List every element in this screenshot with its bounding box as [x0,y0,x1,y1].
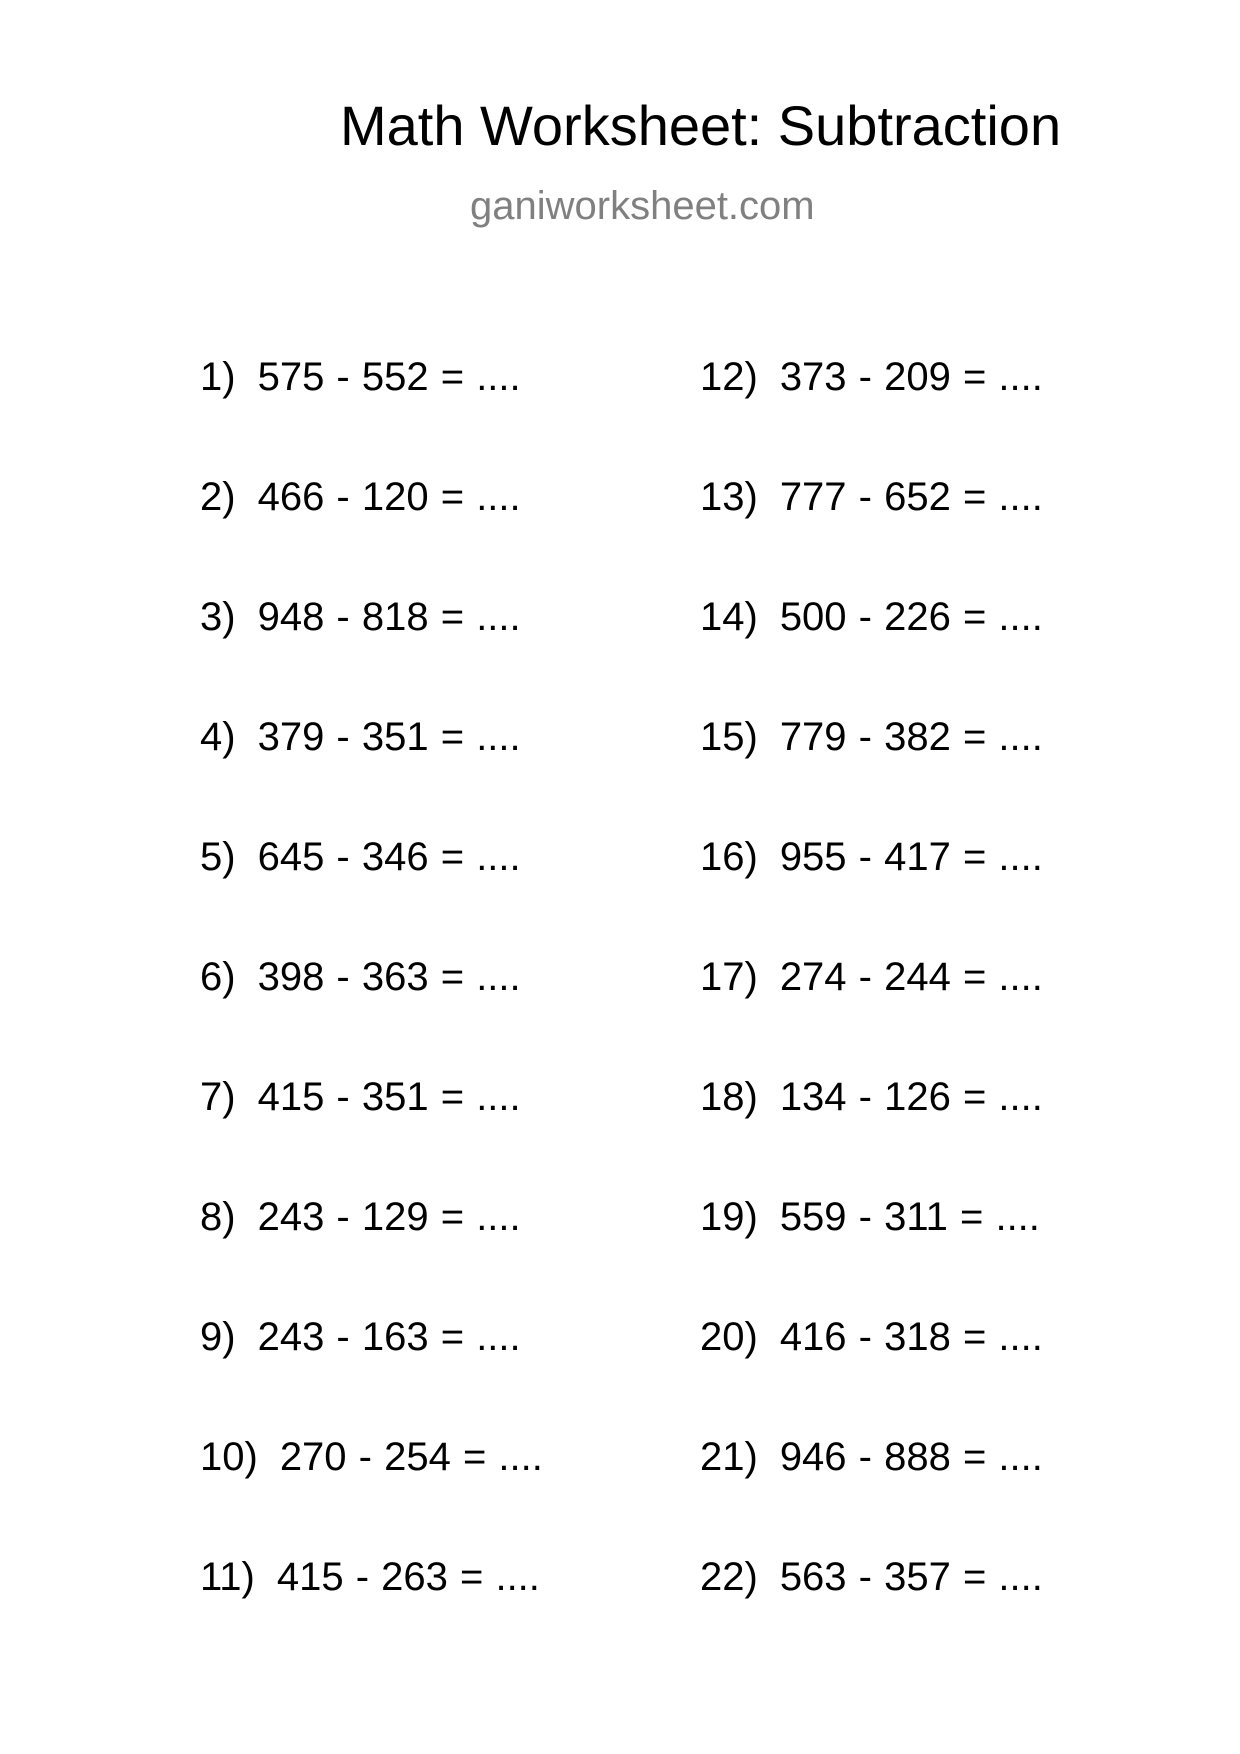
problem-number: 10) [200,1435,258,1479]
problem-expression: 559 - 311 = .... [779,1195,1040,1239]
problem-expression: 946 - 888 = .... [779,1435,1043,1479]
problem-expression: 415 - 263 = .... [276,1555,540,1599]
problem-expression: 645 - 346 = .... [257,835,521,879]
problem-expression: 466 - 120 = .... [257,475,521,519]
problem-expression: 779 - 382 = .... [779,715,1043,759]
problem-number: 15) [700,715,758,759]
problem-number: 8) [200,1195,236,1239]
problem-item [200,597,521,637]
problem-expression: 575 - 552 = .... [257,355,521,399]
problem-expression: 415 - 351 = .... [257,1075,521,1119]
page-title: Math Worksheet: Subtraction [340,94,1062,157]
problem-number: 4) [200,715,236,759]
problem-item [700,477,1043,517]
problem-item [700,1197,1040,1237]
problem-number: 2) [200,475,236,519]
problem-expression: 500 - 226 = .... [779,595,1043,639]
problem-item [200,477,521,517]
problem-item [200,1197,521,1237]
problem-number: 21) [700,1435,758,1479]
problem-number: 20) [700,1315,758,1359]
problem-item [200,717,521,757]
problem-expression: 398 - 363 = .... [257,955,521,999]
problem-number: 13) [700,475,758,519]
problem-expression: 373 - 209 = .... [779,355,1043,399]
problem-item [200,837,521,877]
problem-item [700,957,1043,997]
problem-number: 9) [200,1315,236,1359]
problem-number: 18) [700,1075,758,1119]
problem-number: 12) [700,355,758,399]
problem-number: 19) [700,1195,758,1239]
problem-expression: 777 - 652 = .... [779,475,1043,519]
problem-item [200,1437,543,1477]
problem-number: 7) [200,1075,236,1119]
problem-item [700,357,1043,397]
problem-expression: 270 - 254 = .... [279,1435,543,1479]
problem-expression: 416 - 318 = .... [779,1315,1043,1359]
problem-item [700,1557,1043,1597]
problem-number: 14) [700,595,758,639]
problem-expression: 563 - 357 = .... [779,1555,1043,1599]
problem-item [700,1317,1043,1357]
problem-number: 5) [200,835,236,879]
problem-item [700,837,1043,877]
problem-item [700,1077,1043,1117]
website-subtitle: ganiworksheet.com [470,184,815,228]
problem-number: 11) [200,1555,255,1599]
problem-item [200,957,521,997]
problem-item [200,1557,540,1597]
problem-item [700,717,1043,757]
problem-item [200,1317,521,1357]
problem-item [200,1077,521,1117]
problem-item [700,597,1043,637]
problem-expression: 379 - 351 = .... [257,715,521,759]
problem-expression: 274 - 244 = .... [779,955,1043,999]
problem-expression: 955 - 417 = .... [779,835,1043,879]
problem-number: 1) [200,355,236,399]
problem-number: 3) [200,595,236,639]
problem-expression: 134 - 126 = .... [779,1075,1043,1119]
problem-number: 6) [200,955,236,999]
problem-number: 22) [700,1555,758,1599]
problem-expression: 243 - 163 = .... [257,1315,521,1359]
problem-item [200,357,521,397]
problem-expression: 243 - 129 = .... [257,1195,521,1239]
problem-expression: 948 - 818 = .... [257,595,521,639]
problem-number: 16) [700,835,758,879]
problem-item [700,1437,1043,1477]
problem-number: 17) [700,955,758,999]
